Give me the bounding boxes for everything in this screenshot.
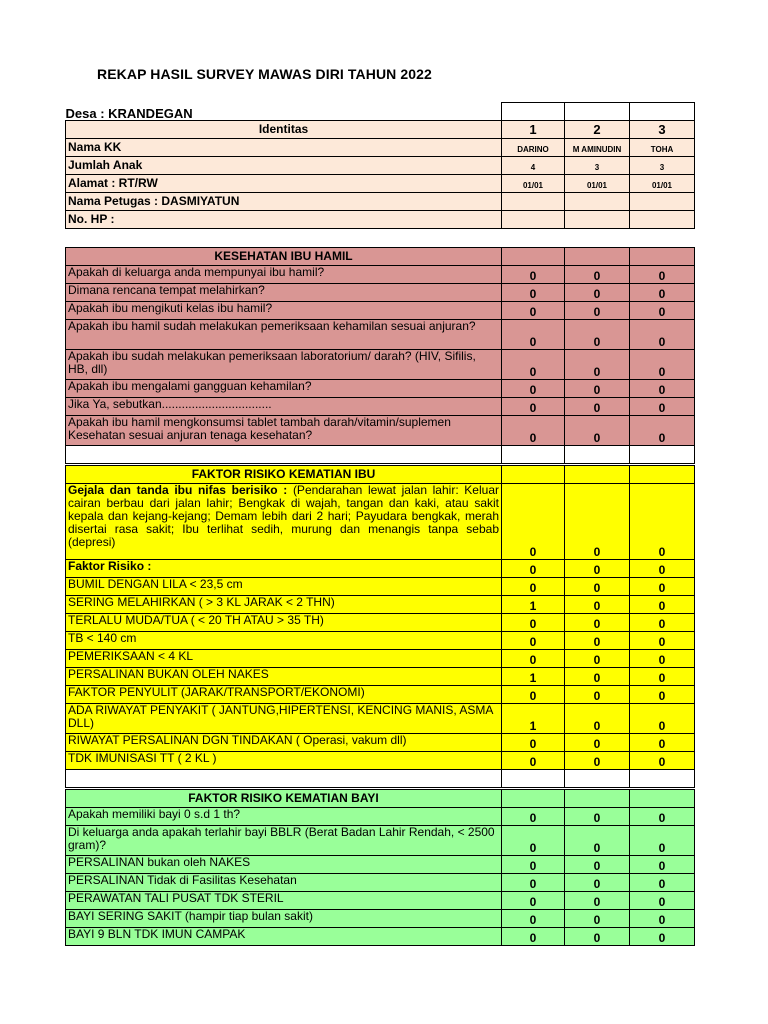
question: PEMERIKSAAN < 4 KL — [66, 650, 502, 668]
cell-value — [502, 211, 565, 229]
question: Di keluarga anda apakah terlahir bayi BBLR (Berat Badan Lahir Rendah, < 2500 gram)? — [66, 826, 502, 856]
answer-value: 0 — [502, 614, 565, 632]
cell-value: 3 — [630, 157, 695, 175]
answer-value: 0 — [565, 734, 630, 752]
cell-value — [565, 193, 630, 211]
answer-value: 0 — [565, 380, 630, 398]
question: PERSALINAN BUKAN OLEH NAKES — [66, 668, 502, 686]
section-header: FAKTOR RISIKO KEMATIAN BAYI — [66, 790, 502, 808]
cell-value: 3 — [565, 157, 630, 175]
col-number: 2 — [565, 121, 630, 139]
answer-value: 0 — [630, 910, 695, 928]
row-label: Nama Petugas : DASMIYATUN — [66, 193, 502, 211]
section-header: FAKTOR RISIKO KEMATIAN IBU — [66, 466, 502, 484]
answer-value: 0 — [630, 928, 695, 946]
answer-value: 0 — [630, 284, 695, 302]
answer-value: 1 — [502, 596, 565, 614]
question: Apakah memiliki bayi 0 s.d 1 th? — [66, 808, 502, 826]
col-number: 3 — [630, 121, 695, 139]
answer-value: 0 — [630, 596, 695, 614]
answer-value: 0 — [630, 416, 695, 446]
answer-value: 0 — [502, 808, 565, 826]
risiko-ibu-table — [65, 465, 695, 788]
question: BAYI SERING SAKIT (hampir tiap bulan sakit) — [66, 910, 502, 928]
section-header: KESEHATAN IBU HAMIL — [66, 248, 502, 266]
answer-value: 0 — [565, 856, 630, 874]
answer-value: 0 — [630, 826, 695, 856]
answer-value: 0 — [502, 686, 565, 704]
answer-value: 0 — [565, 596, 630, 614]
answer-value: 0 — [502, 350, 565, 380]
cell-value: DARINO — [502, 139, 565, 157]
answer-value: 0 — [502, 826, 565, 856]
answer-value: 0 — [630, 614, 695, 632]
answer-value: 0 — [565, 892, 630, 910]
answer-value: 0 — [502, 398, 565, 416]
desa-label: Desa : KRANDEGAN — [66, 103, 502, 121]
answer-value: 0 — [630, 302, 695, 320]
answer-value: 0 — [565, 266, 630, 284]
ibu-hamil-table — [65, 247, 695, 464]
risiko-bayi-table — [65, 789, 695, 946]
answer-value: 0 — [502, 632, 565, 650]
cell-value — [630, 211, 695, 229]
identitas-table — [65, 102, 695, 229]
answer-value: 0 — [565, 416, 630, 446]
question: PERSALINAN bukan oleh NAKES — [66, 856, 502, 874]
question: RIWAYAT PERSALINAN DGN TINDAKAN ( Operasi, vakum dll) — [66, 734, 502, 752]
answer-value: 1 — [502, 704, 565, 734]
question: Apakah ibu hamil sudah melakukan pemeriksaan kehamilan sesuai anjuran? — [66, 320, 502, 350]
row-label: No. HP : — [66, 211, 502, 229]
answer-value: 0 — [502, 284, 565, 302]
answer-value: 0 — [565, 578, 630, 596]
answer-value: 0 — [630, 578, 695, 596]
answer-value: 0 — [630, 808, 695, 826]
answer-value: 0 — [565, 614, 630, 632]
answer-value: 0 — [502, 734, 565, 752]
answer-value: 0 — [630, 752, 695, 770]
col-number: 1 — [502, 121, 565, 139]
gejala-text: (Pendarahan lewat jalan lahir: Keluar cairan berbau dari jalan lahir; Bengkak di wajah, tangan dan kaki, atau sakit kepala dan kejang-kejang; Demam lebih dari 2 hari; Payudara bengkak, merah disertai rasa sakit; Ibu terlihat sedih, murung dan menangis tanpa sebab (depresi) — [68, 483, 499, 549]
question: Jika Ya, sebutkan................................. — [66, 398, 502, 416]
cell-value: M AMINUDIN — [565, 139, 630, 157]
answer-value: 0 — [565, 650, 630, 668]
answer-value: 0 — [630, 320, 695, 350]
cell-value — [630, 193, 695, 211]
page-title: REKAP HASIL SURVEY MAWAS DIRI TAHUN 2022 — [97, 66, 432, 82]
answer-value: 0 — [502, 416, 565, 446]
cell-value: 01/01 — [565, 175, 630, 193]
answer-value: 0 — [630, 668, 695, 686]
question: Dimana rencana tempat melahirkan? — [66, 284, 502, 302]
answer-value: 0 — [630, 892, 695, 910]
answer-value: 0 — [565, 632, 630, 650]
answer-value: 0 — [502, 892, 565, 910]
answer-value: 0 — [630, 560, 695, 578]
answer-value: 0 — [502, 578, 565, 596]
answer-value: 0 — [630, 398, 695, 416]
answer-value: 0 — [565, 560, 630, 578]
answer-value: 0 — [630, 484, 695, 560]
answer-value: 0 — [502, 650, 565, 668]
question: SERING MELAHIRKAN ( > 3 KL JARAK < 2 THN) — [66, 596, 502, 614]
question: ADA RIWAYAT PENYAKIT ( JANTUNG,HIPERTENSI, KENCING MANIS, ASMA DLL) — [66, 704, 502, 734]
answer-value: 0 — [630, 350, 695, 380]
answer-value: 0 — [630, 874, 695, 892]
question: PERAWATAN TALI PUSAT TDK STERIL — [66, 892, 502, 910]
answer-value: 0 — [565, 668, 630, 686]
cell-value: TOHA — [630, 139, 695, 157]
answer-value: 0 — [502, 320, 565, 350]
question: FAKTOR PENYULIT (JARAK/TRANSPORT/EKONOMI) — [66, 686, 502, 704]
answer-value: 0 — [630, 704, 695, 734]
answer-value: 0 — [565, 398, 630, 416]
answer-value: 0 — [502, 928, 565, 946]
answer-value: 0 — [630, 650, 695, 668]
question: TB < 140 cm — [66, 632, 502, 650]
answer-value: 0 — [502, 752, 565, 770]
answer-value: 0 — [565, 320, 630, 350]
identitas-header: Identitas — [66, 121, 502, 139]
cell-value: 4 — [502, 157, 565, 175]
question: PERSALINAN Tidak di Fasilitas Kesehatan — [66, 874, 502, 892]
answer-value: 0 — [565, 808, 630, 826]
cell-value: 01/01 — [502, 175, 565, 193]
row-label: Jumlah Anak — [66, 157, 502, 175]
answer-value: 0 — [502, 484, 565, 560]
question: TDK IMUNISASI TT ( 2 KL ) — [66, 752, 502, 770]
answer-value: 0 — [502, 302, 565, 320]
answer-value: 0 — [565, 826, 630, 856]
answer-value: 0 — [565, 874, 630, 892]
cell-value — [502, 193, 565, 211]
answer-value: 0 — [565, 350, 630, 380]
question: Apakah di keluarga anda mempunyai ibu hamil? — [66, 266, 502, 284]
answer-value: 0 — [565, 910, 630, 928]
answer-value: 0 — [565, 284, 630, 302]
question: Apakah ibu mengalami gangguan kehamilan? — [66, 380, 502, 398]
cell-value: 01/01 — [630, 175, 695, 193]
question: TERLALU MUDA/TUA ( < 20 TH ATAU > 35 TH) — [66, 614, 502, 632]
question: BAYI 9 BLN TDK IMUN CAMPAK — [66, 928, 502, 946]
answer-value: 0 — [502, 380, 565, 398]
question: Apakah ibu mengikuti kelas ibu hamil? — [66, 302, 502, 320]
answer-value: 0 — [565, 928, 630, 946]
answer-value: 0 — [565, 686, 630, 704]
answer-value: 0 — [565, 704, 630, 734]
gejala-cell — [66, 484, 502, 560]
gejala-label: Gejala dan tanda ibu nifas berisiko : — [68, 483, 293, 497]
answer-value: 0 — [630, 734, 695, 752]
answer-value: 0 — [630, 266, 695, 284]
row-label: Nama KK — [66, 139, 502, 157]
question: Apakah ibu sudah melakukan pemeriksaan laboratorium/ darah? (HIV, Sifilis, HB, dll) — [66, 350, 502, 380]
answer-value: 0 — [630, 856, 695, 874]
answer-value: 0 — [630, 632, 695, 650]
answer-value: 0 — [565, 484, 630, 560]
answer-value: 0 — [630, 380, 695, 398]
answer-value: 0 — [565, 302, 630, 320]
answer-value: 0 — [630, 686, 695, 704]
answer-value: 0 — [565, 752, 630, 770]
answer-value: 0 — [502, 874, 565, 892]
answer-value: 1 — [502, 668, 565, 686]
answer-value: 0 — [502, 266, 565, 284]
question: BUMIL DENGAN LILA < 23,5 cm — [66, 578, 502, 596]
answer-value: 0 — [502, 910, 565, 928]
answer-value: 0 — [502, 856, 565, 874]
question: Apakah ibu hamil mengkonsumsi tablet tambah darah/vitamin/suplemen Kesehatan sesuai anjuran tenaga kesehatan? — [66, 416, 502, 446]
answer-value: 0 — [502, 560, 565, 578]
faktor-risiko-label: Faktor Risiko : — [66, 560, 502, 578]
cell-value — [565, 211, 630, 229]
row-label: Alamat : RT/RW — [66, 175, 502, 193]
